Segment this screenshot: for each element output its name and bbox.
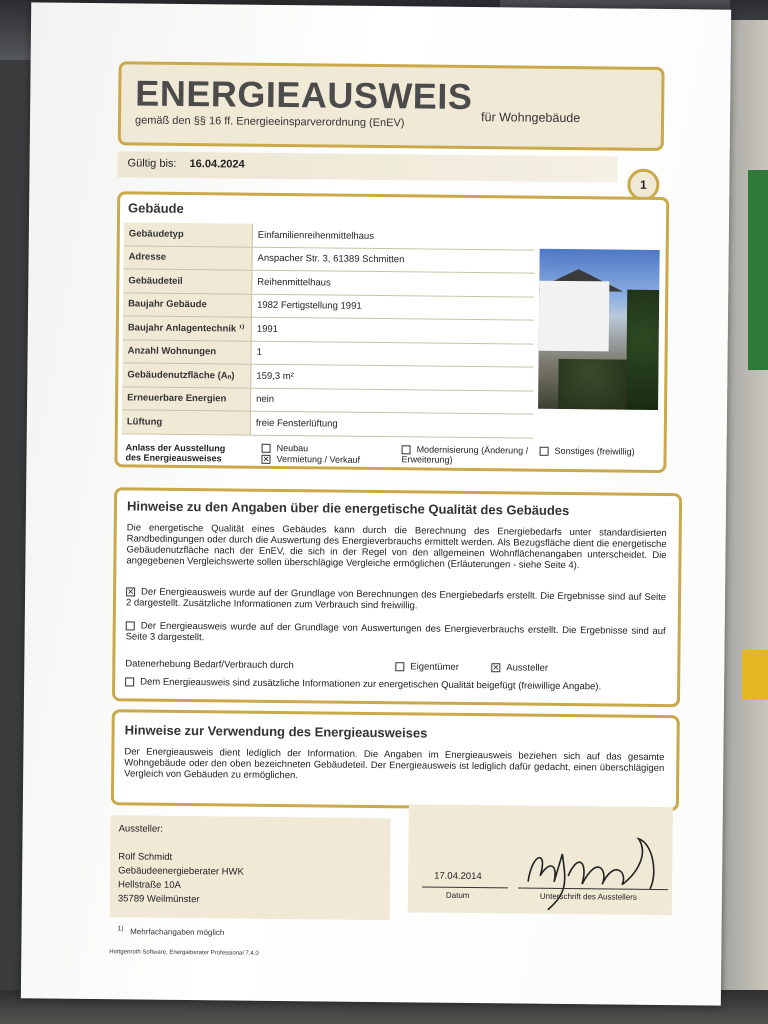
building-table (122, 222, 535, 438)
issuer-label: Aussteller: (118, 823, 164, 835)
row-value: 1982 Fertigstellung 1991 (251, 294, 534, 320)
row-value: nein (250, 388, 533, 414)
checkbox-icon (126, 621, 135, 630)
energy-certificate-page (21, 2, 731, 1005)
footnote (117, 925, 224, 937)
option-label: Aussteller (506, 662, 549, 674)
checkbox-icon (540, 447, 549, 456)
issuer-street: Hellstraße 10A (117, 879, 181, 891)
option-aussteller (491, 662, 548, 674)
option-verbrauch-text: Der Energieausweis wurde auf der Grundlage von Auswertungen des Energieverbrauchs erstellt. Die Ergebnisse sind auf Seite 3 dargestellt. (125, 620, 666, 644)
valid-date: 16.04.2024 (189, 158, 245, 171)
option-eigentuemer (395, 661, 459, 673)
building-heading: Gebäude (128, 200, 184, 216)
issuer-name: Rolf Schmidt (118, 851, 173, 863)
option-bedarf-text: Der Energieausweis wurde auf der Grundlage von Berechnungen des Energiebedarfs erstellt. Die Ergebnisse sind auf Seite 2 dargestellt. Zusätzliche Informationen zum Verbrauch sind freiwillig. (125, 586, 667, 612)
signature-box (408, 804, 673, 915)
row-key: Erneuerbare Energien (122, 386, 251, 411)
row-value: Reihenmittelhaus (252, 270, 535, 296)
checkbox-checked-icon: ✕ (262, 454, 270, 465)
row-value: 1991 (251, 317, 534, 343)
footnote-mark: 1) (117, 925, 124, 933)
issue-reason-row (121, 441, 655, 473)
row-key: Gebäudetyp (124, 222, 253, 246)
datenerhebung-row (125, 658, 665, 675)
house-facade (539, 281, 610, 352)
row-value: Einfamilienreihenmittelhaus (252, 224, 535, 250)
option-zusatz-text: Dem Energieausweis sind zusätzliche Informationen zur energetischen Qualität beigefügt (freiwillige Angabe). (140, 676, 602, 693)
checkbox-icon (262, 444, 271, 453)
date-label: Datum (445, 890, 470, 901)
row-value: Anspacher Str. 3, 61389 Schmitten (252, 247, 535, 273)
date-line (422, 887, 508, 889)
option-label: Modernisierung (Änderung / Erweiterung) (401, 444, 529, 465)
quality-notes-section (112, 487, 682, 707)
option-label: Eigentümer (410, 661, 459, 673)
row-key: Baujahr Gebäude (123, 292, 252, 317)
page-number-badge: 1 (627, 169, 659, 201)
checkbox-checked-icon: ✕ (492, 663, 500, 673)
background-yellow-object (742, 650, 768, 700)
document-subtitle: gemäß den §§ 16 ff. Energieeinsparverordnung (EnEV) (134, 114, 405, 130)
issuer-title: Gebäudeenergieberater HWK (118, 865, 244, 878)
checkbox-icon (125, 677, 134, 686)
usage-notes-section (111, 709, 680, 811)
software-footer: Hottgenroth Software, Energieberater Professional 7.4.0 (109, 949, 259, 957)
building-section (114, 191, 669, 473)
tree (626, 290, 659, 410)
option-label: Neubau (276, 442, 309, 454)
building-photo (538, 249, 660, 410)
valid-label: Gültig bis: (127, 157, 177, 170)
document-title: ENERGIEAUSWEIS (135, 72, 473, 117)
checkbox-icon (395, 662, 404, 671)
option-bedarf (126, 586, 666, 614)
row-key: Lüftung (122, 410, 251, 435)
usage-notes-heading: Hinweise zur Verwendung des Energieausweises (124, 722, 428, 741)
validity-bar (117, 151, 617, 182)
quality-notes-heading: Hinweise zu den Angaben über die energetische Qualität des Gebäudes (126, 498, 570, 519)
option-modernisierung (401, 444, 531, 465)
checkbox-checked-icon: ✕ (127, 587, 134, 597)
option-zusatz (125, 676, 665, 693)
row-key: Adresse (123, 245, 252, 270)
row-key: Gebäudenutzfläche (Aₙ) (122, 363, 251, 388)
title-box (118, 61, 665, 151)
background-green-object (748, 170, 768, 370)
row-value: freie Fensterlüftung (250, 411, 533, 437)
option-vermietung (261, 454, 360, 465)
row-value: 159,3 m² (251, 364, 534, 390)
table-row (122, 410, 533, 438)
issue-reason-label: Anlass der Ausstellung des Energieausweises (125, 442, 226, 464)
issue-date: 17.04.2014 (434, 870, 482, 883)
row-value: 1 (251, 341, 534, 367)
option-label: Sonstiges (freiwillig) (554, 445, 635, 457)
usage-notes-text: Der Energieausweis dient lediglich der Information. Die Angaben im Energieausweis beziehen sich auf das gesamte Wohngebäude oder den oben bezeichneten Gebäudeteil. Der Energieausweis ist lediglich dafür gedacht, einen überschlägigen Vergleich von Gebäuden zu ermöglichen. (124, 746, 665, 782)
building-type-label: für Wohngebäude (481, 110, 581, 126)
row-key: Baujahr Anlagentechnik ¹⁾ (123, 316, 252, 341)
issuer-city: 35789 Weilmünster (117, 893, 200, 906)
option-verbrauch (126, 620, 666, 648)
quality-intro: Die energetische Qualität eines Gebäudes kann durch die Berechnung des Energiebedarfs unter standardisierten Randbedingungen oder durch die Auswertung des Energieverbrauchs ermittelt werden. Als Bezugsfläche dient die energetische Gebäudenutzfläche nach der EnEV, die sich in der Regel von den allgemeinen Wohnflächenangaben unterscheidet. Die angegebenen Vergleichswerte sollen überschlägige Vergleiche ermöglichen (Erläuterungen - siehe Seite 4). (126, 522, 667, 572)
row-key: Anzahl Wohnungen (122, 339, 251, 364)
option-neubau (262, 443, 309, 454)
option-label: Vermietung / Verkauf (276, 453, 361, 465)
checkbox-icon (402, 445, 411, 454)
option-sonstiges (540, 446, 635, 457)
signature-label: Unterschrift des Ausstellers (539, 891, 637, 902)
row-key: Gebäudeteil (123, 269, 252, 294)
issuer-box (110, 815, 391, 920)
footnote-text: Mehrfachangaben möglich (130, 927, 225, 938)
datenerhebung-label: Datenerhebung Bedarf/Verbrauch durch (125, 658, 294, 672)
